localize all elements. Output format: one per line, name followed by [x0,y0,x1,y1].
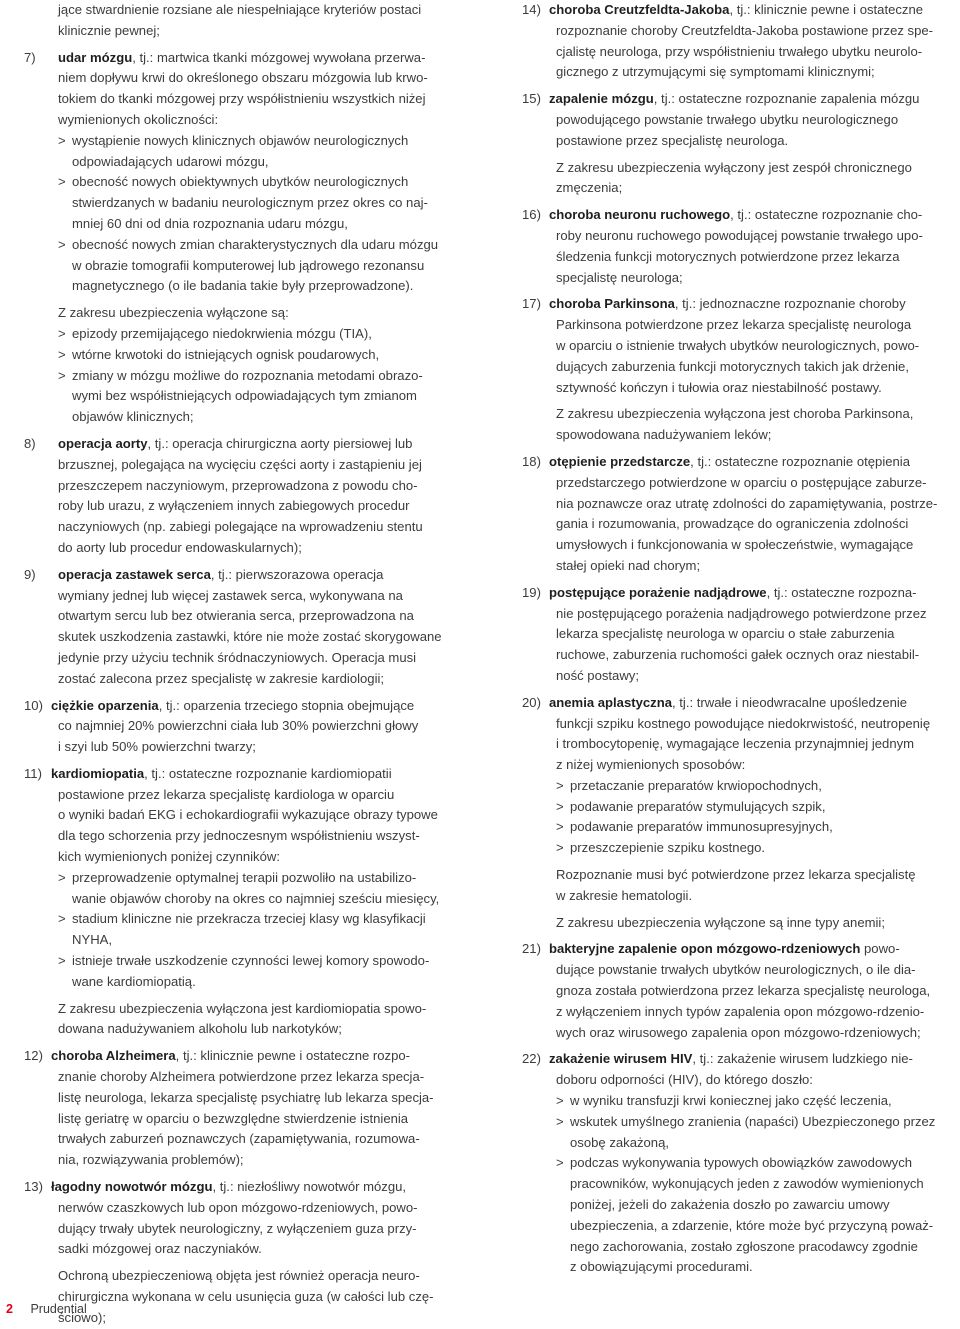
text-line: listę geriatrę w oparciu o bezwzględne stwierdzenie istnienia [58,1110,409,1126]
text-line: nia poznawcze oraz utratę zdolności do zapamiętywania, postrze- [556,495,938,511]
text-line: dujące powstanie trwałych ubytków neurologicznych, o ile dia- [556,962,916,978]
definition-text: , tj.: klinicznie pewne i ostateczne rozpo- [175,1048,411,1064]
list-item-heading [522,693,958,714]
text-line: listę neurologa, lekarza specjalistę psychiatrę lub lekarza specja- [58,1089,434,1105]
definition-text: , tj.: ostateczne rozpoznanie otępienia [690,453,910,469]
list-number: 20) [522,694,541,710]
text-line: ruchowe, zaburzenia ruchomości gałek ocznych oraz niestabil- [556,647,920,663]
text-line: o wyniki badań EKG i echokardiografii wykazujące obrazy typowe [58,807,438,823]
text-line: przeszczepem naczyniowym, przeprowadzona z powodu cho- [58,477,418,493]
term-name: udar mózgu [58,49,133,65]
list-item-heading [24,1046,468,1067]
bullet-item [522,1112,958,1133]
list-item-heading [522,294,958,315]
bullet-marker-icon: > [58,869,66,885]
bullet-text: zmiany w mózgu możliwe do rozpoznania metodami obrazo- [72,367,423,383]
text-line: specjalistę neurologa; [556,269,683,285]
bullet-marker-icon: > [556,777,564,793]
list-item-heading [24,1177,468,1198]
bullet-continuation: poniżej, jeżeli do zakażenia doszło po zawarciu umowy [570,1197,890,1213]
bullet-continuation: stwierdzanych w badaniu neurologicznym przez okres co naj- [72,195,428,211]
bullet-marker-icon: > [58,325,66,341]
text-line: postawione przez lekarza specjalistę kardiologa w oparciu [58,786,395,802]
definition-text: , tj.: ostateczne rozpoznanie cho- [730,207,923,223]
bullet-text: wystąpienie nowych klinicznych objawów neurologicznych [72,132,409,148]
list-item-heading [522,939,958,960]
bullet-item [24,324,468,345]
text-line: zmęczenia; [556,180,623,196]
bullet-marker-icon: > [556,1093,564,1109]
bullet-item [24,235,468,256]
list-number: 16) [522,207,541,223]
definition-text: , tj.: operacja chirurgiczna aorty piersiowej lub [147,435,413,451]
definition-text: , tj.: martwica tkanki mózgowej wywołana przerwa- [132,49,426,65]
text-line: Rozpoznanie musi być potwierdzone przez lekarza specjalistę [556,867,916,883]
text-line: chirurgiczna wykonana w celu usunięcia guza (w całości lub czę- [58,1289,434,1305]
term-name: łagodny nowotwór mózgu [51,1179,213,1195]
bullet-continuation: pracowników, wykonujących jeden z zawodów wymienionych [570,1176,924,1192]
text-line: przedstarczego potwierdzone w oparciu o postępujące zaburze- [556,474,927,490]
text-line: naczyniowych (np. zabiegi polegające na wprowadzeniu stentu [58,519,423,535]
bullet-marker-icon: > [58,132,66,148]
text-line: funkcji szpiku kostnego powodujące niedokrwistość, neutropenię [556,715,931,731]
text-line: niem dopływu krwi do określonego obszaru mózgowia lub krwo- [58,70,428,86]
term-name: otępienie przedstarcze [549,453,691,469]
bullet-continuation: mniej 60 dni od dnia rozpoznania udaru mózgu, [72,215,348,231]
list-item-heading [522,205,958,226]
bullet-continuation: ubezpieczenia, a zdarzenie, które może być przyczyną poważ- [570,1217,934,1233]
list-number: 14) [522,2,541,17]
definition-text: , tj.: oparzenia trzeciego stopnia obejmujące [158,697,415,713]
text-line: spowodowana nadużywaniem leków; [556,427,772,443]
list-number: 22) [522,1051,541,1067]
text-line: stałej opieki nad chorym; [556,557,701,573]
term-name: postępujące porażenie nadjądrowe [549,584,767,600]
text-line: do aorty lub procedur endowaskularnych); [58,539,302,555]
list-number: 12) [24,1048,43,1064]
text-line: ność postawy; [556,667,639,683]
text-line: umysłowych i funkcjonowania w społeczeństwie, wymagające [556,537,914,553]
bullet-item [24,131,468,152]
bullet-marker-icon: > [58,367,66,383]
bullet-text: w wyniku transfuzji krwi koniecznej jako część leczenia, [570,1093,892,1109]
bullet-text: obecność nowych obiektywnych ubytków neurologicznych [72,174,409,190]
list-number: 18) [522,453,541,469]
term-name: choroba neuronu ruchowego [549,207,731,223]
text-line: sztywność kończyn i tułowia oraz niestabilność postawy. [556,379,882,395]
bullet-text: wskutek umyślnego zranienia (napaści) Ubezpieczonego przez [570,1113,936,1129]
text-line: Z zakresu ubezpieczenia wyłączona jest kardiomiopatia spowo- [58,1000,427,1016]
text-line: Parkinsona potwierdzone przez lekarza specjalistę neurologa [556,317,912,333]
page-footer [6,1302,87,1316]
text-line: Z zakresu ubezpieczenia wyłączone są inne typy anemii; [556,914,885,930]
list-item-heading [24,48,468,69]
bullet-continuation: wymi bez współistniejących odpowiadających tym zmianom [72,388,417,404]
text-line: Z zakresu ubezpieczenia wyłączone są: [58,305,289,321]
list-item-heading [24,434,468,455]
text-line: powodującego powstanie trwałego ubytku neurologicznego [556,111,899,127]
bullet-item [24,172,468,193]
definition-text: powo- [860,941,900,957]
text-line: dla tego schorzenia przy jednoczesnym współistnieniu wszyst- [58,828,420,844]
text-line: rozpoznanie choroby Creutzfeldta-Jakoba postawione przez spe- [556,22,934,38]
text-line: Ochroną ubezpieczeniową objęta jest również operacja neuro- [58,1268,420,1284]
bullet-marker-icon: > [58,911,66,927]
text-line: wych oraz wirusowego zapalenia opon mózgowo-rdzeniowych; [556,1024,921,1040]
text-line: jące stwardnienie rozsiane ale niespełniające kryteriów postaci [58,2,422,17]
bullet-marker-icon: > [556,1155,564,1171]
list-item-heading [522,452,958,473]
bullet-continuation: objawów klinicznych; [72,409,194,425]
bullet-text: podawanie preparatów immunosupresyjnych, [570,819,833,835]
definition-text: , tj.: ostateczne rozpoznanie zapalenia mózgu [653,91,920,107]
list-number: 19) [522,584,541,600]
bullet-item [24,366,468,387]
text-line: nerwów czaszkowych lub opon mózgowo-rdzeniowych, powo- [58,1199,418,1215]
bullet-text: podawanie preparatów stymulujących szpik, [570,798,826,814]
bullet-item [522,1091,958,1112]
bullet-marker-icon: > [58,346,66,362]
bullet-continuation: odpowiadających udarowi mózgu, [72,153,269,169]
text-line: i szyi lub 50% powierzchni twarzy; [58,739,256,755]
text-line: wymiany jednej lub więcej zastawek serca, wykonywana na [58,587,403,603]
text-line: gnoza została potwierdzona przez lekarza specjalistę neurologa, [556,983,931,999]
text-line: postawione przez specjalistę neurologa. [556,132,789,148]
bullet-marker-icon: > [556,819,564,835]
text-line: jedynie przy użyciu technik śródnaczyniowych. Operacja musi [58,649,417,665]
text-line: kich wymienionych poniżej czynników: [58,849,280,865]
bullet-continuation: NYHA, [72,932,113,948]
definition-text: , tj.: trwałe i nieodwracalne upośledzenie [672,694,908,710]
term-name: operacja zastawek serca [58,566,211,582]
definition-text: , tj.: ostateczne rozpozna- [766,584,917,600]
term-name: zakażenie wirusem HIV [549,1051,693,1067]
bullet-item [24,909,468,930]
bullet-item [24,345,468,366]
term-name: zapalenie mózgu [549,91,654,107]
term-name: choroba Parkinsona [549,296,675,312]
bullet-continuation: wanie objawów choroby na okres co najmniej sześciu miesięcy, [72,890,440,906]
list-item-heading [24,696,468,717]
text-line: nie postępującego porażenia nadjądrowego potwierdzone przez [556,605,927,621]
bullet-marker-icon: > [58,174,66,190]
list-number: 7) [24,49,36,65]
text-line: doboru odporności (HIV), do którego doszło: [556,1072,813,1088]
list-number: 9) [24,566,36,582]
bullet-item [24,868,468,889]
text-line: sadki mózgowej oraz naczyniaków. [58,1241,262,1257]
text-line: w zakresie hematologii. [556,887,693,903]
text-line: dowana nadużywaniem alkoholu lub narkotyków; [58,1021,342,1037]
text-line: otwartym sercu lub bez otwierania serca, przeprowadzona na [58,608,414,624]
text-line: Z zakresu ubezpieczenia wyłączona jest choroba Parkinsona, [556,406,914,422]
term-name: ciężkie oparzenia [51,697,159,713]
list-number: 10) [24,697,43,713]
term-name: anemia aplastyczna [549,694,672,710]
list-item-heading [522,1049,958,1070]
definition-text: , tj.: zakażenie wirusem ludzkiego nie- [692,1051,913,1067]
list-item-heading [522,583,958,604]
right-column [522,0,958,1278]
bullet-text: przeszczepienie szpiku kostnego. [570,840,766,856]
text-line: lekarza specjalistę neurologa w oparciu o stałe zaburzenia [556,626,895,642]
bullet-text: wtórne krwotoki do istniejących ognisk poudarowych, [72,346,380,362]
text-line: skutek uszkodzenia zastawki, które nie może zostać skorygowane [58,629,442,645]
page-number: 2 [6,1302,13,1316]
list-number: 21) [522,941,541,957]
bullet-item [522,838,958,859]
list-number: 15) [522,91,541,107]
bullet-item [522,1153,958,1174]
text-line: roby lub urazu, z wyłączeniem innych zabiegowych procedur [58,498,410,514]
list-number: 11) [24,765,42,781]
text-line: i trombocytopenię, wymagające leczenia przynajmniej jednym [556,736,915,752]
bullet-item [522,817,958,838]
term-name: choroba Alzheimera [51,1048,176,1064]
term-name: bakteryjne zapalenie opon mózgowo-rdzeniowych [549,941,861,957]
text-line: klinicznie pewnej; [58,22,160,38]
text-line: gicznego z utrzymującymi się symptomami klinicznymi; [556,64,875,80]
bullet-text: obecność nowych zmian charakterystycznych dla udaru mózgu [72,236,439,252]
definition-text: , tj.: klinicznie pewne i ostateczne [729,2,924,17]
bullet-item [522,797,958,818]
bullet-marker-icon: > [556,840,564,856]
bullet-text: istnieje trwałe uszkodzenie czynności lewej komory spowodo- [72,953,430,969]
bullet-continuation: w obrazie tomografii komputerowej lub jądrowego rezonansu [72,257,425,273]
text-line: tokiem do tkanki mózgowej przy współistnieniu wszystkich niżej [58,91,426,107]
list-number: 8) [24,435,36,451]
term-name: choroba Creutzfeldta-Jakoba [549,2,730,17]
text-line: Z zakresu ubezpieczenia wyłączony jest zespół chronicznego [556,159,912,175]
definition-text: , tj.: ostateczne rozpoznanie kardiomiopatii [144,765,392,781]
bullet-item [24,951,468,972]
text-line: znanie choroby Alzheimera potwierdzone przez lekarza specja- [58,1069,425,1085]
text-line: śledzenia funkcji motorycznych potwierdzone przez lekarza [556,248,900,264]
text-line: zostać zalecona przez specjalistę w zakresie kardiologii; [58,670,385,686]
bullet-continuation: nego zachorowania, zostało zgłoszone pracodawcy zgodnie [570,1238,918,1254]
text-line: cjalistę neurologa, przy współistnieniu trwałego ubytku neurolo- [556,43,923,59]
definition-text: , tj.: pierwszorazowa operacja [210,566,384,582]
text-line: roby neuronu ruchowego powodującej powstanie trwałego upo- [556,227,923,243]
text-line: gania i rozumowania, prowadzące do ograniczenia zdolności [556,516,909,532]
bullet-continuation: osobę zakażoną, [570,1134,670,1150]
bullet-text: epizody przemijającego niedokrwienia mózgu (TIA), [72,325,372,341]
list-number: 13) [24,1179,43,1195]
list-item-heading [24,565,468,586]
list-item-heading [522,89,958,110]
bullet-marker-icon: > [556,798,564,814]
text-line: w oparciu o istnienie trwałych ubytków neurologicznych, powo- [556,337,920,353]
text-line: co najmniej 20% powierzchni ciała lub 30% powierzchni głowy [58,718,419,734]
text-line: wymienionych okoliczności: [58,111,219,127]
list-number: 17) [522,296,541,312]
list-item-heading [522,0,958,21]
bullet-text: przeprowadzenie optymalnej terapii pozwoliło na ustabilizo- [72,869,417,885]
list-item-heading [24,764,468,785]
bullet-marker-icon: > [58,953,66,969]
text-line: z wyłączeniem innych typów zapalenia opon mózgowo-rdzenio- [556,1003,925,1019]
bullet-marker-icon: > [556,1113,564,1129]
bullet-continuation: wane kardiomiopatią. [72,973,196,989]
bullet-marker-icon: > [58,236,66,252]
bullet-continuation: magnetycznego (o ile badania takie były przeprowadzone). [72,278,414,294]
term-name: kardiomiopatia [51,765,145,781]
text-line: dujących zaburzenia funkcji motorycznych takich jak drżenie, [556,358,909,374]
text-line: z niżej wymienionych sposobów: [556,757,746,773]
bullet-continuation: z obowiązującymi procedurami. [570,1259,753,1275]
term-name: operacja aorty [58,435,148,451]
footer-brand: Prudential [30,1302,87,1316]
left-column [24,0,468,1329]
definition-text: , tj.: jednoznaczne rozpoznanie choroby [674,296,906,312]
bullet-text: podczas wykonywania typowych obowiązków zawodowych [570,1155,913,1171]
text-line: nia, rozwiązywania problemów); [58,1152,244,1168]
text-line: dujący trwały ubytek neurologiczny, z wyłączeniem guza przy- [58,1220,417,1236]
bullet-text: stadium kliniczne nie przekracza trzeciej klasy wg klasyfikacji [72,911,426,927]
bullet-text: przetaczanie preparatów krwiopochodnych, [570,777,822,793]
definition-text: , tj.: niezłośliwy nowotwór mózgu, [212,1179,407,1195]
bullet-item [522,776,958,797]
text-line: trwałych zaburzeń poznawczych (zapamiętywania, rozumowa- [58,1131,420,1147]
text-line: ściowo); [58,1309,107,1325]
text-line: brzusznej, polegająca na wycięciu części aorty i zastąpieniu jej [58,456,422,472]
